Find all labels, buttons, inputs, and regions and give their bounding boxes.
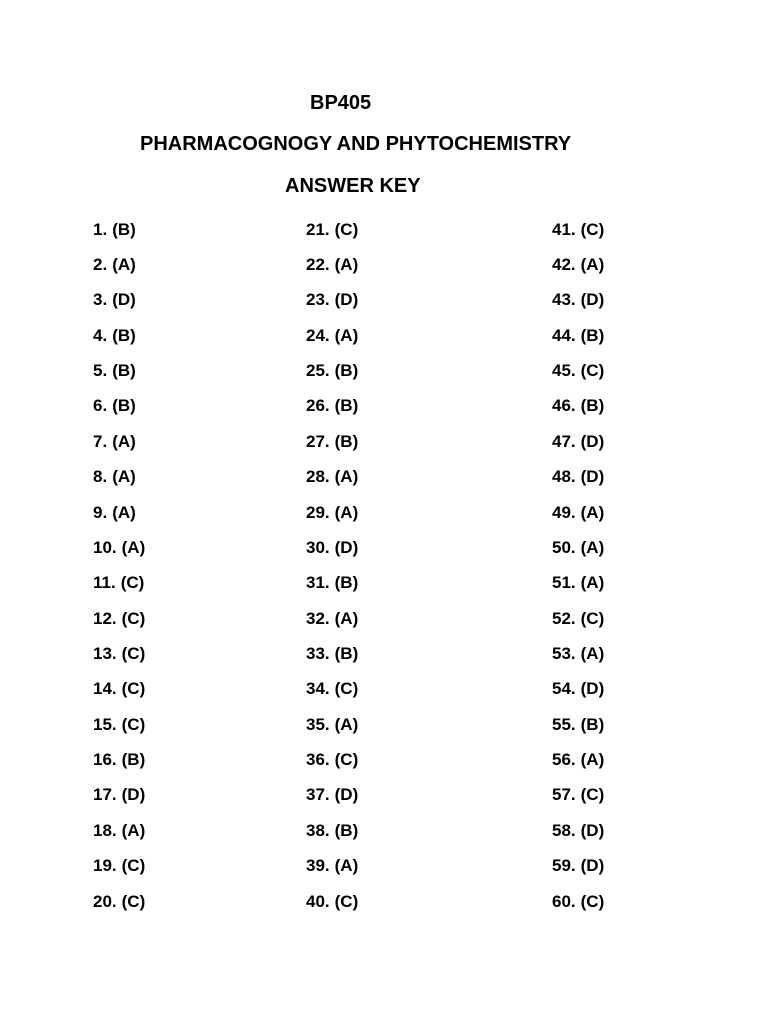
answer-option: (B): [112, 325, 136, 345]
answer-column-1: [93, 212, 145, 919]
answer-item: [306, 424, 358, 459]
answer-item: [552, 601, 604, 636]
question-number: 19.: [93, 856, 117, 876]
answer-item: [93, 672, 145, 707]
question-number: 35.: [306, 714, 330, 734]
answer-option: (C): [334, 679, 359, 699]
answer-option: (A): [580, 502, 605, 522]
answer-option: (D): [112, 290, 136, 310]
question-number: 30.: [306, 537, 330, 557]
answer-option: (A): [580, 537, 605, 557]
answer-option: (D): [334, 785, 359, 805]
answer-option: (D): [580, 856, 605, 876]
answer-item: [306, 353, 358, 388]
question-number: 55.: [552, 714, 576, 734]
answer-item: [306, 848, 358, 883]
question-number: 21.: [306, 219, 330, 239]
question-number: 60.: [552, 891, 576, 911]
answer-item: [552, 530, 604, 565]
answer-item: [552, 778, 604, 813]
question-number: 34.: [306, 679, 330, 699]
answer-option: (B): [334, 361, 359, 381]
answer-option: (A): [112, 467, 136, 487]
question-number: 58.: [552, 820, 576, 840]
answer-option: (A): [334, 467, 359, 487]
question-number: 33.: [306, 643, 330, 663]
question-number: 8.: [93, 467, 108, 487]
answer-item: [93, 247, 145, 282]
answer-item: [552, 247, 604, 282]
answer-option: (A): [334, 502, 359, 522]
answer-option: (C): [580, 785, 605, 805]
question-number: 1.: [93, 219, 108, 239]
answer-option: (D): [580, 431, 605, 451]
answer-option: (D): [121, 785, 146, 805]
answer-item: [552, 424, 604, 459]
answer-item: [306, 707, 358, 742]
question-number: 29.: [306, 502, 330, 522]
answer-item: [93, 318, 145, 353]
answer-option: (A): [580, 750, 605, 770]
answer-item: [552, 566, 604, 601]
answer-option: (A): [580, 643, 605, 663]
answer-item: [552, 460, 604, 495]
answer-option: (B): [121, 750, 146, 770]
answer-option: (C): [121, 714, 146, 734]
question-number: 10.: [93, 537, 117, 557]
answer-item: [93, 495, 145, 530]
answer-item: [93, 813, 145, 848]
answer-item: [306, 389, 358, 424]
answer-item: [306, 566, 358, 601]
course-code: BP405: [310, 92, 372, 114]
answer-item: [93, 884, 145, 919]
question-number: 28.: [306, 467, 330, 487]
answer-column-2: [306, 212, 358, 919]
answer-option: (A): [112, 255, 136, 275]
answer-item: [93, 636, 145, 671]
answer-option: (C): [580, 361, 605, 381]
question-number: 5.: [93, 361, 108, 381]
answer-option: (B): [580, 714, 605, 734]
answer-option: (B): [334, 396, 359, 416]
answer-option: (D): [580, 679, 605, 699]
answer-option: (C): [580, 891, 605, 911]
question-number: 53.: [552, 643, 576, 663]
answer-option: (A): [334, 255, 359, 275]
answer-option: (C): [121, 856, 146, 876]
answer-option: (A): [121, 820, 146, 840]
answer-option: (B): [580, 396, 605, 416]
answer-item: [306, 212, 358, 247]
answer-item: [552, 389, 604, 424]
answer-item: [93, 212, 145, 247]
question-number: 54.: [552, 679, 576, 699]
answer-item: [93, 707, 145, 742]
answer-option: (D): [334, 290, 359, 310]
question-number: 40.: [306, 891, 330, 911]
answer-item: [306, 247, 358, 282]
question-number: 42.: [552, 255, 576, 275]
answer-item: [552, 672, 604, 707]
question-number: 23.: [306, 290, 330, 310]
question-number: 24.: [306, 325, 330, 345]
answer-item: [306, 318, 358, 353]
question-number: 14.: [93, 679, 117, 699]
answer-option: (B): [112, 396, 136, 416]
answer-item: [93, 424, 145, 459]
answer-item: [306, 778, 358, 813]
question-number: 39.: [306, 856, 330, 876]
answer-key-title: ANSWER KEY: [285, 175, 421, 197]
question-number: 36.: [306, 750, 330, 770]
question-number: 15.: [93, 714, 117, 734]
answer-option: (C): [580, 608, 605, 628]
answer-option: (C): [334, 219, 359, 239]
question-number: 59.: [552, 856, 576, 876]
question-number: 20.: [93, 891, 117, 911]
question-number: 6.: [93, 396, 108, 416]
question-number: 50.: [552, 537, 576, 557]
question-number: 4.: [93, 325, 108, 345]
answer-item: [93, 353, 145, 388]
answer-item: [93, 283, 145, 318]
answer-item: [306, 813, 358, 848]
question-number: 43.: [552, 290, 576, 310]
answer-item: [93, 530, 145, 565]
answer-option: (D): [580, 290, 605, 310]
answer-option: (C): [334, 750, 359, 770]
answer-option: (B): [334, 643, 359, 663]
question-number: 51.: [552, 573, 576, 593]
answer-item: [93, 460, 145, 495]
answer-item: [93, 778, 145, 813]
answer-item: [306, 884, 358, 919]
question-number: 49.: [552, 502, 576, 522]
answer-item: [552, 742, 604, 777]
answer-item: [552, 813, 604, 848]
question-number: 56.: [552, 750, 576, 770]
question-number: 17.: [93, 785, 117, 805]
question-number: 38.: [306, 820, 330, 840]
answer-option: (C): [334, 891, 359, 911]
answer-item: [552, 636, 604, 671]
answer-column-3: [552, 212, 604, 919]
answer-option: (A): [112, 431, 136, 451]
answer-option: (B): [334, 573, 359, 593]
subject-title: PHARMACOGNOGY AND PHYTOCHEMISTRY: [140, 133, 572, 155]
question-number: 48.: [552, 467, 576, 487]
question-number: 46.: [552, 396, 576, 416]
answer-item: [306, 460, 358, 495]
answer-option: (A): [334, 325, 359, 345]
answer-option: (A): [112, 502, 136, 522]
answer-item: [306, 283, 358, 318]
answer-item: [552, 283, 604, 318]
answer-item: [306, 672, 358, 707]
answer-item: [306, 495, 358, 530]
question-number: 31.: [306, 573, 330, 593]
answer-option: (C): [121, 891, 146, 911]
question-number: 11.: [93, 573, 116, 593]
question-number: 22.: [306, 255, 330, 275]
answer-option: (A): [121, 537, 146, 557]
answer-option: (D): [580, 467, 605, 487]
question-number: 57.: [552, 785, 576, 805]
question-number: 3.: [93, 290, 108, 310]
answer-option: (B): [580, 325, 605, 345]
answer-option: (A): [334, 714, 359, 734]
answer-option: (D): [580, 820, 605, 840]
answer-option: (B): [112, 219, 136, 239]
answer-item: [93, 848, 145, 883]
answer-option: (A): [334, 608, 359, 628]
answer-item: [93, 742, 145, 777]
answer-item: [552, 318, 604, 353]
answer-item: [93, 601, 145, 636]
question-number: 45.: [552, 361, 576, 381]
answer-item: [552, 212, 604, 247]
question-number: 9.: [93, 502, 108, 522]
answer-item: [552, 495, 604, 530]
answer-option: (D): [334, 537, 359, 557]
question-number: 44.: [552, 325, 576, 345]
answer-item: [93, 389, 145, 424]
question-number: 7.: [93, 431, 108, 451]
answer-option: (B): [334, 820, 359, 840]
question-number: 27.: [306, 431, 330, 451]
question-number: 13.: [93, 643, 117, 663]
answer-option: (C): [121, 608, 146, 628]
question-number: 25.: [306, 361, 330, 381]
answer-item: [306, 636, 358, 671]
answer-item: [93, 566, 145, 601]
answer-item: [306, 742, 358, 777]
answer-option: (A): [580, 573, 605, 593]
question-number: 2.: [93, 255, 108, 275]
answer-option: (B): [112, 361, 136, 381]
question-number: 47.: [552, 431, 576, 451]
question-number: 18.: [93, 820, 117, 840]
answer-item: [306, 601, 358, 636]
question-number: 37.: [306, 785, 330, 805]
answer-option: (A): [580, 255, 605, 275]
answer-item: [552, 353, 604, 388]
answer-option: (C): [121, 679, 146, 699]
answer-item: [552, 707, 604, 742]
answer-item: [552, 848, 604, 883]
answer-option: (B): [334, 431, 359, 451]
question-number: 32.: [306, 608, 330, 628]
question-number: 41.: [552, 219, 576, 239]
question-number: 12.: [93, 608, 117, 628]
answer-item: [552, 884, 604, 919]
answer-option: (A): [334, 856, 359, 876]
answer-option: (C): [121, 643, 146, 663]
answer-option: (C): [580, 219, 605, 239]
question-number: 52.: [552, 608, 576, 628]
answer-option: (C): [120, 573, 145, 593]
answer-item: [306, 530, 358, 565]
question-number: 26.: [306, 396, 330, 416]
question-number: 16.: [93, 750, 117, 770]
